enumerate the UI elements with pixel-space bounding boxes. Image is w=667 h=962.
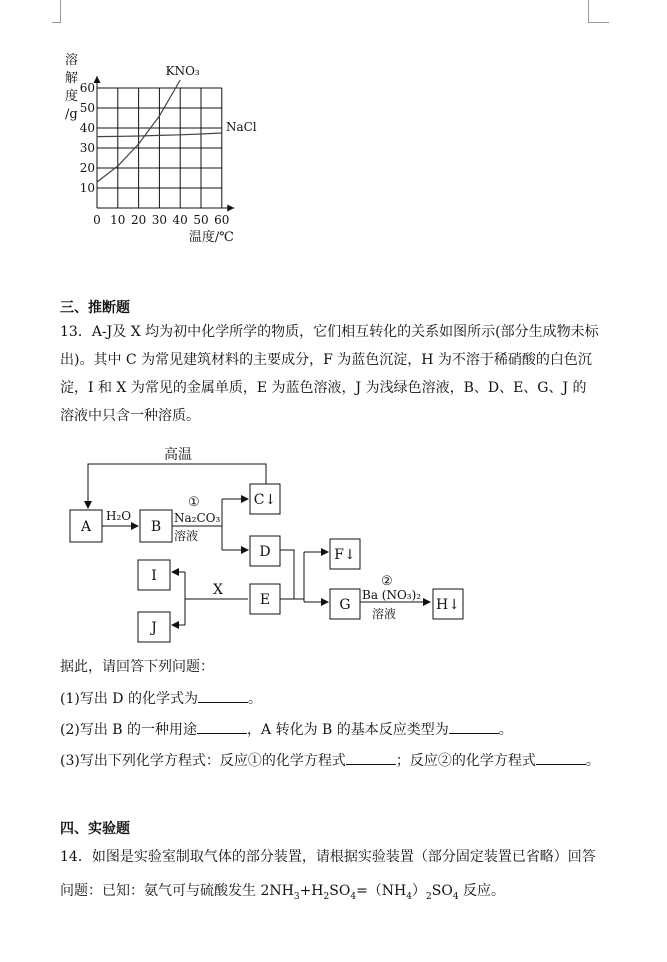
reaction-diagram bbox=[60, 442, 480, 647]
question-3-end: 。 bbox=[585, 753, 600, 769]
box-g-label: G bbox=[339, 597, 351, 613]
x-tick-label: 30 bbox=[151, 213, 168, 227]
answer-blank bbox=[536, 750, 586, 765]
y-axis-label-char: 溶 bbox=[65, 53, 79, 68]
box-b-label: B bbox=[150, 519, 162, 535]
y-tick-label: 30 bbox=[79, 141, 95, 155]
question-1 bbox=[60, 688, 620, 708]
question-1-end: 。 bbox=[247, 691, 262, 707]
series-label-kno3: KNO₃ bbox=[165, 64, 200, 78]
box-c-label: C↓ bbox=[253, 492, 277, 508]
arrow-c-to-a bbox=[88, 464, 266, 508]
box-e-label: E bbox=[259, 592, 271, 608]
box-f-label: F↓ bbox=[334, 547, 356, 563]
chart-ticks bbox=[80, 81, 230, 227]
chart-axes bbox=[94, 76, 235, 212]
line-d-merge bbox=[280, 550, 294, 599]
label-bano3: Ba (NO₃)₂ bbox=[362, 588, 422, 602]
question-2-text: (2)写出 B 的一种用途 bbox=[60, 722, 198, 738]
y-axis-label-char: 度 bbox=[65, 89, 79, 104]
x-tick-label: 10 bbox=[110, 213, 126, 227]
y-tick-label: 10 bbox=[79, 181, 95, 195]
solubility-chart bbox=[50, 38, 290, 253]
question-3 bbox=[60, 750, 620, 770]
answer-blank bbox=[197, 719, 247, 734]
question-2 bbox=[60, 719, 620, 739]
chart-grid bbox=[97, 88, 222, 208]
section-four-heading: 四、实验题 bbox=[60, 821, 130, 837]
y-tick-label: 60 bbox=[79, 81, 95, 95]
label-na2co3: Na₂CO₃ bbox=[174, 511, 221, 525]
answer-blank bbox=[346, 750, 396, 765]
page-corner-mark-right bbox=[588, 0, 609, 23]
question-14-line-1: 14．如图是实验室制取气体的部分装置，请根据实验装置（部分固定装置已省略）回答 bbox=[60, 849, 596, 865]
box-a-label: A bbox=[80, 519, 92, 535]
label-solution-1: 溶液 bbox=[174, 529, 199, 543]
label-x: X bbox=[213, 582, 223, 598]
box-d-label: D bbox=[259, 544, 271, 560]
label-high-temp: 高温 bbox=[164, 447, 192, 463]
y-axis-label-char: /g bbox=[65, 107, 78, 122]
box-i-label: I bbox=[151, 568, 157, 584]
y-axis-label-char: 解 bbox=[65, 71, 79, 86]
x-tick-label: 60 bbox=[214, 213, 230, 227]
box-j-label: J bbox=[151, 620, 157, 636]
x-axis-label: 温度/℃ bbox=[188, 230, 234, 245]
y-tick-label: 20 bbox=[79, 161, 95, 175]
question-14-line-2: 问题：已知：氨气可与硫酸发生 $2NH_3+H_2SO_4=(NH_4)_2SO_4$ 反应。 bbox=[60, 883, 505, 902]
x-tick-label: 0 bbox=[93, 213, 101, 227]
answer-blank bbox=[198, 688, 248, 703]
question-3-text-b: ；反应②的化学方程式 bbox=[395, 753, 536, 769]
question-13-text: 13．A-J及 X 均为初中化学所学的物质，它们相互转化的关系如图所示(部分生成物未标出)。其中 C 为常见建筑材料的主要成分，F 为蓝色沉淀，H 为不溶于稀硝酸的白色沉淀，I 和 X 为常见的金属单质，E 为蓝色溶液，J 为浅绿色溶液，B、D、E、G、J 的溶液中只含一种溶质。 bbox=[60, 324, 599, 424]
x-tick-label: 50 bbox=[193, 213, 209, 227]
question-3-text: (3)写出下列化学方程式：反应①的化学方程式 bbox=[60, 753, 346, 769]
question-2-end: 。 bbox=[498, 722, 513, 738]
x-tick-label: 20 bbox=[130, 213, 147, 227]
y-tick-label: 50 bbox=[79, 101, 95, 115]
label-h2o: H₂O bbox=[106, 509, 132, 523]
x-tick-label: 40 bbox=[172, 213, 188, 227]
label-reaction-1: ① bbox=[188, 495, 200, 510]
y-tick-label: 40 bbox=[79, 121, 95, 135]
question-1-text: (1)写出 D 的化学式为 bbox=[60, 691, 198, 707]
label-reaction-2: ② bbox=[381, 574, 393, 589]
page-corner-mark-left bbox=[52, 0, 61, 23]
questions-intro: 据此，请回答下列问题： bbox=[60, 659, 214, 675]
series-label-nacl: NaCl bbox=[225, 120, 257, 134]
section-three-heading: 三、推断题 bbox=[60, 300, 130, 316]
question-2-text-b: ，A 转化为 B 的基本反应类型为 bbox=[247, 722, 449, 738]
label-solution-2: 溶液 bbox=[372, 607, 397, 621]
box-h-label: H↓ bbox=[436, 597, 460, 613]
x-axis-arrow bbox=[227, 205, 234, 212]
answer-blank bbox=[449, 719, 499, 734]
